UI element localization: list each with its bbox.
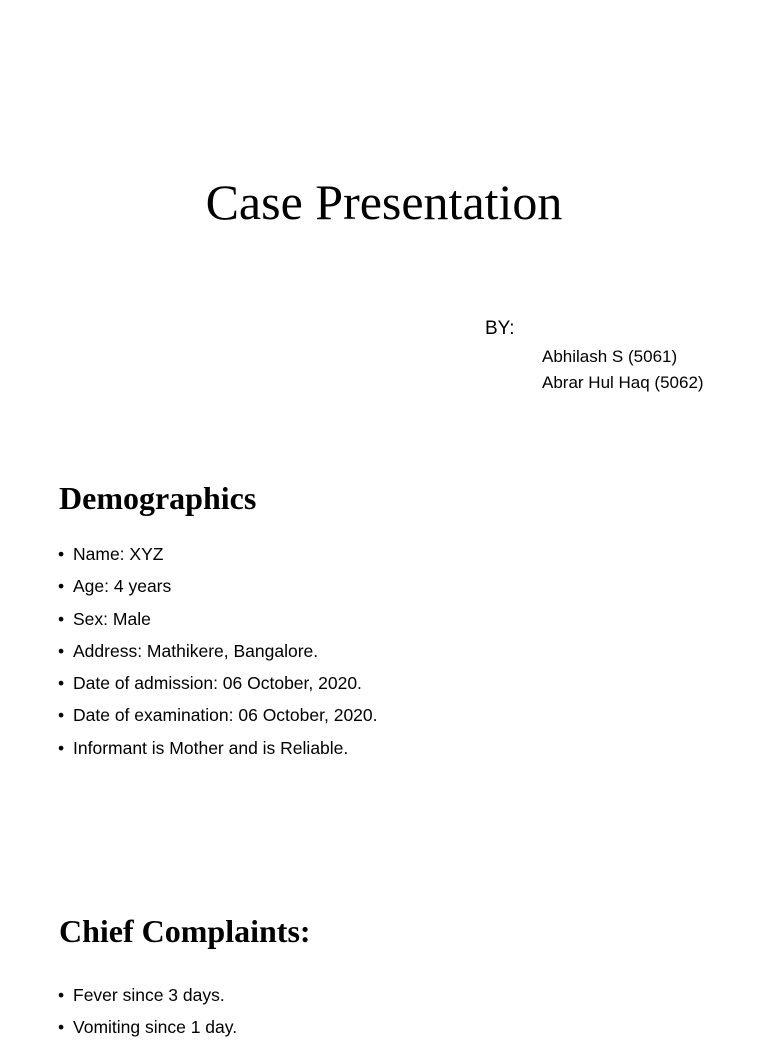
bullet-icon: • [58, 576, 65, 597]
list-item [58, 540, 378, 572]
chief-complaints-heading: Chief Complaints: [59, 913, 311, 949]
demographics-slide [0, 434, 768, 868]
bullet-icon: • [58, 1017, 65, 1038]
list-item-text: Age: 4 years [73, 576, 172, 597]
list-item [58, 637, 378, 669]
list-item-text: Date of admission: 06 October, 2020. [73, 673, 362, 694]
by-label: BY: [485, 318, 515, 339]
bullet-icon: • [58, 608, 65, 629]
demographics-heading: Demographics [59, 480, 257, 516]
bullet-icon: • [58, 985, 65, 1005]
chief-complaints-list [58, 981, 237, 1046]
author-name: Abhilash S (5061) [542, 347, 678, 366]
list-item [58, 1013, 237, 1045]
demographics-list [58, 540, 378, 766]
bullet-icon: • [58, 705, 65, 726]
author-name: Abrar Hul Haq (5062) [542, 373, 704, 392]
list-item [58, 572, 378, 604]
list-item [58, 981, 237, 1013]
list-item [58, 701, 378, 733]
bullet-icon: • [58, 673, 65, 694]
list-item-text: Fever since 3 days. [73, 985, 225, 1005]
list-item-text: Vomiting since 1 day. [73, 1017, 238, 1038]
bullet-icon: • [58, 737, 65, 758]
bullet-icon: • [58, 544, 65, 564]
list-item-text: Date of examination: 06 October, 2020. [73, 705, 378, 726]
list-item-text: Informant is Mother and is Reliable. [73, 737, 349, 758]
title-slide [0, 0, 768, 434]
list-item [58, 605, 378, 637]
chief-complaints-slide [0, 868, 768, 1038]
list-item-text: Address: Mathikere, Bangalore. [73, 640, 319, 661]
presentation-title: Case Presentation [205, 174, 563, 230]
list-item-text: Name: XYZ [73, 544, 164, 564]
list-item-text: Sex: Male [73, 608, 151, 629]
list-item [58, 734, 378, 766]
bullet-icon: • [58, 640, 65, 661]
list-item [58, 669, 378, 701]
